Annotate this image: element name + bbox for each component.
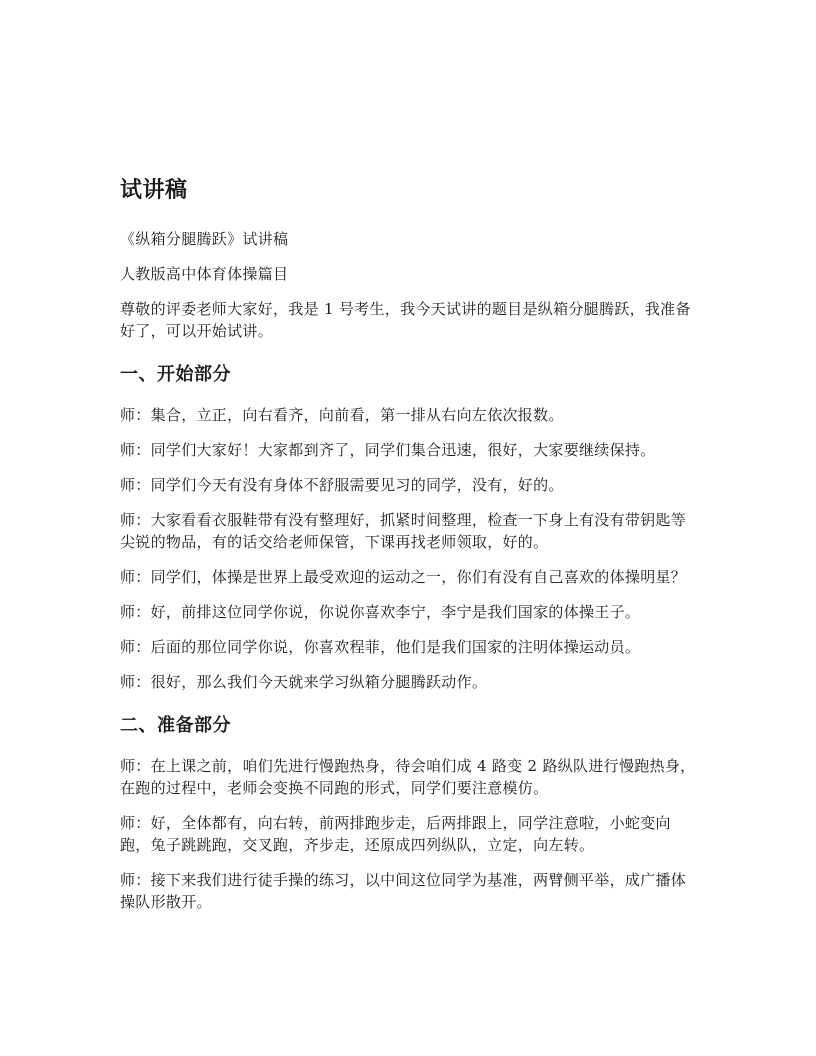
opening-greeting: 尊敬的评委老师大家好，我是 1 号考生，我今天试讲的题目是纵箱分腿腾跃，我准备好了，可以开始试讲。	[120, 300, 691, 340]
paragraph: 师：好，前排这位同学你说，你说你喜欢李宁，李宁是我们国家的体操王子。	[120, 603, 641, 621]
paragraph: 师：接下来我们进行徒手操的练习，以中间这位同学为基准，两臂侧平举，成广播体操队形散开。	[120, 871, 687, 911]
document-title: 试讲稿	[120, 178, 188, 203]
paragraph: 师：集合，立正，向右看齐，向前看，第一排从右向左依次报数。	[120, 406, 564, 424]
paragraph: 师：在上课之前，咱们先进行慢跑热身，待会咱们成 4 路变 2 路纵队进行慢跑热身，在跑的过程中，老师会变换不同跑的形式，同学们要注意模仿。	[120, 757, 696, 797]
paragraph: 师：后面的那位同学你说，你喜欢程菲，他们是我们国家的注明体操运动员。	[120, 638, 641, 656]
paragraph: 师：同学们，体操是世界上最受欢迎的运动之一，你们有没有自己喜欢的体操明星？	[120, 568, 687, 586]
paragraph: 师：同学们大家好！大家都到齐了，同学们集合迅速，很好，大家要继续保持。	[120, 441, 656, 459]
section-heading-start: 一、开始部分	[120, 364, 231, 385]
paragraph: 师：好，全体都有，向右转，前两排跑步走，后两排跟上，同学注意啦，小蛇变向跑，兔子跳跳跑，交叉跑，齐步走，还原成四列纵队，立定，向左转。	[120, 814, 671, 854]
section-heading-preparation: 二、准备部分	[120, 715, 231, 736]
textbook-source: 人教版高中体育体操篇目	[120, 265, 289, 283]
paragraph: 师：同学们今天有没有身体不舒服需要见习的同学，没有，好的。	[120, 476, 564, 494]
paragraph: 师：很好，那么我们今天就来学习纵箱分腿腾跃动作。	[120, 673, 488, 691]
paragraph: 师：大家看看衣服鞋带有没有整理好，抓紧时间整理，检查一下身上有没有带钥匙等尖锐的物品，有的话交给老师保管，下课再找老师领取，好的。	[120, 511, 687, 551]
lesson-title: 《纵箱分腿腾跃》试讲稿	[120, 230, 289, 248]
